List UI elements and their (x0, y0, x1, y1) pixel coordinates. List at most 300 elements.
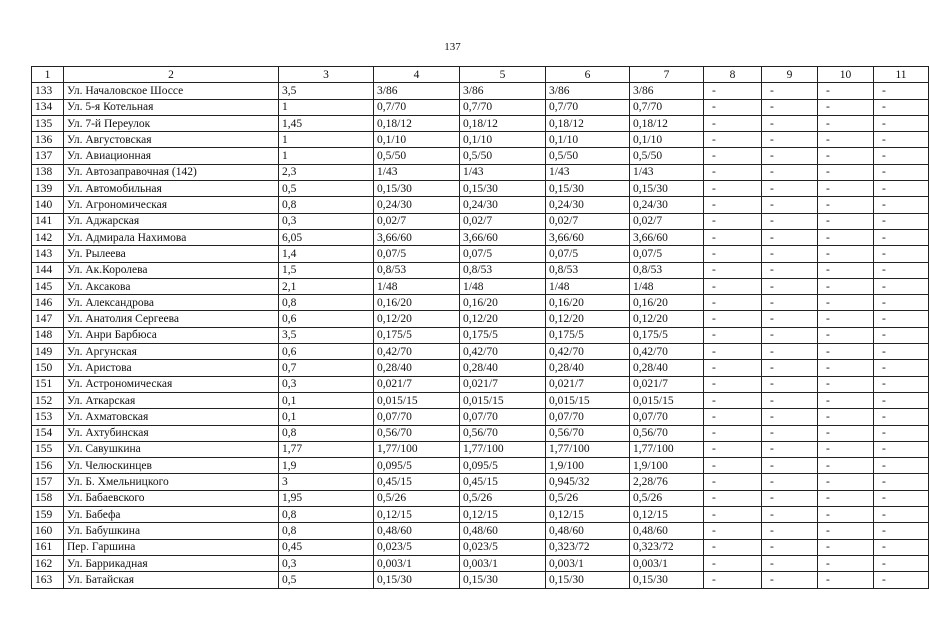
col9-cell: - (762, 539, 818, 555)
col9-cell: - (762, 555, 818, 571)
col6-cell: 3/86 (546, 83, 630, 99)
col4-cell: 1,77/100 (374, 441, 460, 457)
table-row (32, 197, 929, 213)
length-cell: 0,3 (279, 376, 374, 392)
col10-cell: - (818, 83, 874, 99)
col5-cell: 0,28/40 (460, 360, 546, 376)
col7-cell: 0,323/72 (630, 539, 704, 555)
col4-cell: 0,7/70 (374, 99, 460, 115)
row-number-cell: 149 (32, 344, 64, 360)
header-row (32, 67, 929, 83)
col8-cell: - (704, 555, 762, 571)
row-number-cell: 161 (32, 539, 64, 555)
col5-cell: 0,5/26 (460, 490, 546, 506)
col6-cell: 0,003/1 (546, 555, 630, 571)
col10-cell: - (818, 246, 874, 262)
street-name-cell: Ул. Августовская (64, 132, 279, 148)
col9-cell: - (762, 572, 818, 588)
street-name-cell: Ул. Аргунская (64, 344, 279, 360)
street-name-cell: Ул. Челюскинцев (64, 458, 279, 474)
col5-cell: 0,56/70 (460, 425, 546, 441)
col11-cell: - (874, 278, 929, 294)
table-row (32, 376, 929, 392)
length-cell: 1,9 (279, 458, 374, 474)
col11-cell: - (874, 572, 929, 588)
col5-cell: 0,45/15 (460, 474, 546, 490)
col4-cell: 0,021/7 (374, 376, 460, 392)
row-number-cell: 136 (32, 132, 64, 148)
col7-cell: 0,015/15 (630, 392, 704, 408)
col4-cell: 0,24/30 (374, 197, 460, 213)
column-header: 4 (374, 67, 460, 83)
col9-cell: - (762, 132, 818, 148)
col11-cell: - (874, 441, 929, 457)
col10-cell: - (818, 278, 874, 294)
column-header: 10 (818, 67, 874, 83)
table-row (32, 148, 929, 164)
col6-cell: 0,12/20 (546, 311, 630, 327)
col10-cell: - (818, 474, 874, 490)
table-row (32, 295, 929, 311)
col10-cell: - (818, 490, 874, 506)
table-row (32, 327, 929, 343)
length-cell: 2,1 (279, 278, 374, 294)
col4-cell: 0,16/20 (374, 295, 460, 311)
length-cell: 0,1 (279, 392, 374, 408)
col10-cell: - (818, 539, 874, 555)
row-number-cell: 135 (32, 115, 64, 131)
col8-cell: - (704, 523, 762, 539)
table-row (32, 572, 929, 588)
length-cell: 0,6 (279, 344, 374, 360)
street-name-cell: Ул. Авиационная (64, 148, 279, 164)
row-number-cell: 141 (32, 213, 64, 229)
street-name-cell: Ул. Автомобильная (64, 181, 279, 197)
row-number-cell: 148 (32, 327, 64, 343)
row-number-cell: 137 (32, 148, 64, 164)
col11-cell: - (874, 311, 929, 327)
length-cell: 1 (279, 148, 374, 164)
col8-cell: - (704, 327, 762, 343)
row-number-cell: 156 (32, 458, 64, 474)
col4-cell: 1/43 (374, 164, 460, 180)
col10-cell: - (818, 213, 874, 229)
row-number-cell: 150 (32, 360, 64, 376)
col5-cell: 0,02/7 (460, 213, 546, 229)
col8-cell: - (704, 213, 762, 229)
row-number-cell: 144 (32, 262, 64, 278)
col8-cell: - (704, 507, 762, 523)
col5-cell: 0,5/50 (460, 148, 546, 164)
col9-cell: - (762, 99, 818, 115)
col5-cell: 0,175/5 (460, 327, 546, 343)
col7-cell: 0,7/70 (630, 99, 704, 115)
col11-cell: - (874, 523, 929, 539)
col11-cell: - (874, 425, 929, 441)
length-cell: 0,8 (279, 507, 374, 523)
row-number-cell: 140 (32, 197, 64, 213)
length-cell: 0,1 (279, 409, 374, 425)
col5-cell: 0,24/30 (460, 197, 546, 213)
table-row (32, 539, 929, 555)
col5-cell: 0,12/15 (460, 507, 546, 523)
col7-cell: 0,5/50 (630, 148, 704, 164)
row-number-cell: 145 (32, 278, 64, 294)
col7-cell: 0,16/20 (630, 295, 704, 311)
length-cell: 1 (279, 99, 374, 115)
col7-cell: 1/48 (630, 278, 704, 294)
col4-cell: 0,023/5 (374, 539, 460, 555)
street-name-cell: Ул. Бабушкина (64, 523, 279, 539)
street-name-cell: Ул. 7-й Переулок (64, 115, 279, 131)
col10-cell: - (818, 409, 874, 425)
col5-cell: 0,15/30 (460, 181, 546, 197)
table-row (32, 555, 929, 571)
col9-cell: - (762, 262, 818, 278)
col6-cell: 0,16/20 (546, 295, 630, 311)
col4-cell: 0,15/30 (374, 572, 460, 588)
street-name-cell: Ул. Баррикадная (64, 555, 279, 571)
street-name-cell: Ул. Аджарская (64, 213, 279, 229)
col7-cell: 0,15/30 (630, 572, 704, 588)
col7-cell: 0,48/60 (630, 523, 704, 539)
col10-cell: - (818, 327, 874, 343)
col11-cell: - (874, 474, 929, 490)
street-name-cell: Пер. Гаршина (64, 539, 279, 555)
street-name-cell: Ул. Бабефа (64, 507, 279, 523)
street-name-cell: Ул. Анатолия Сергеева (64, 311, 279, 327)
col11-cell: - (874, 99, 929, 115)
col8-cell: - (704, 148, 762, 164)
table-row (32, 164, 929, 180)
col9-cell: - (762, 507, 818, 523)
col5-cell: 0,003/1 (460, 555, 546, 571)
col11-cell: - (874, 115, 929, 131)
col9-cell: - (762, 229, 818, 245)
col7-cell: 0,07/5 (630, 246, 704, 262)
col11-cell: - (874, 164, 929, 180)
col8-cell: - (704, 181, 762, 197)
col8-cell: - (704, 229, 762, 245)
col11-cell: - (874, 295, 929, 311)
col8-cell: - (704, 441, 762, 457)
col8-cell: - (704, 458, 762, 474)
column-header: 11 (874, 67, 929, 83)
street-name-cell: Ул. Аткарская (64, 392, 279, 408)
col10-cell: - (818, 572, 874, 588)
col8-cell: - (704, 409, 762, 425)
col6-cell: 1/48 (546, 278, 630, 294)
col5-cell: 0,8/53 (460, 262, 546, 278)
col7-cell: 0,5/26 (630, 490, 704, 506)
table-row (32, 213, 929, 229)
col6-cell: 3,66/60 (546, 229, 630, 245)
col8-cell: - (704, 115, 762, 131)
row-number-cell: 153 (32, 409, 64, 425)
col5-cell: 0,16/20 (460, 295, 546, 311)
length-cell: 0,3 (279, 555, 374, 571)
col10-cell: - (818, 99, 874, 115)
table-row (32, 507, 929, 523)
col9-cell: - (762, 490, 818, 506)
row-number-cell: 134 (32, 99, 64, 115)
col11-cell: - (874, 132, 929, 148)
column-header: 2 (64, 67, 279, 83)
col6-cell: 0,5/26 (546, 490, 630, 506)
col8-cell: - (704, 262, 762, 278)
column-header: 1 (32, 67, 64, 83)
page-number: 137 (444, 41, 461, 53)
col6-cell: 1,9/100 (546, 458, 630, 474)
col8-cell: - (704, 539, 762, 555)
length-cell: 0,8 (279, 425, 374, 441)
table-row (32, 115, 929, 131)
col8-cell: - (704, 474, 762, 490)
col5-cell: 0,18/12 (460, 115, 546, 131)
table-row (32, 490, 929, 506)
col7-cell: 0,12/20 (630, 311, 704, 327)
col5-cell: 0,42/70 (460, 344, 546, 360)
row-number-cell: 146 (32, 295, 64, 311)
col5-cell: 1/48 (460, 278, 546, 294)
col5-cell: 3/86 (460, 83, 546, 99)
col9-cell: - (762, 278, 818, 294)
col7-cell: 0,18/12 (630, 115, 704, 131)
col11-cell: - (874, 490, 929, 506)
row-number-cell: 158 (32, 490, 64, 506)
table-row (32, 229, 929, 245)
col9-cell: - (762, 425, 818, 441)
street-name-cell: Ул. Агрономическая (64, 197, 279, 213)
col9-cell: - (762, 197, 818, 213)
length-cell: 0,7 (279, 360, 374, 376)
col10-cell: - (818, 376, 874, 392)
col4-cell: 0,07/70 (374, 409, 460, 425)
length-cell: 1,5 (279, 262, 374, 278)
col7-cell: 0,28/40 (630, 360, 704, 376)
col4-cell: 0,28/40 (374, 360, 460, 376)
street-name-cell: Ул. Аристова (64, 360, 279, 376)
length-cell: 1 (279, 132, 374, 148)
col7-cell: 0,021/7 (630, 376, 704, 392)
col6-cell: 0,5/50 (546, 148, 630, 164)
row-number-cell: 143 (32, 246, 64, 262)
col9-cell: - (762, 327, 818, 343)
col8-cell: - (704, 311, 762, 327)
col4-cell: 0,42/70 (374, 344, 460, 360)
col4-cell: 3,66/60 (374, 229, 460, 245)
col9-cell: - (762, 213, 818, 229)
col4-cell: 0,8/53 (374, 262, 460, 278)
col7-cell: 1,9/100 (630, 458, 704, 474)
col11-cell: - (874, 344, 929, 360)
col4-cell: 0,12/15 (374, 507, 460, 523)
col11-cell: - (874, 458, 929, 474)
col10-cell: - (818, 164, 874, 180)
col6-cell: 0,28/40 (546, 360, 630, 376)
col10-cell: - (818, 392, 874, 408)
col9-cell: - (762, 115, 818, 131)
col6-cell: 1,77/100 (546, 441, 630, 457)
col8-cell: - (704, 572, 762, 588)
row-number-cell: 133 (32, 83, 64, 99)
row-number-cell: 163 (32, 572, 64, 588)
col11-cell: - (874, 327, 929, 343)
street-name-cell: Ул. Адмирала Нахимова (64, 229, 279, 245)
table-row (32, 278, 929, 294)
col6-cell: 0,1/10 (546, 132, 630, 148)
col8-cell: - (704, 278, 762, 294)
length-cell: 0,45 (279, 539, 374, 555)
length-cell: 1,95 (279, 490, 374, 506)
column-header: 9 (762, 67, 818, 83)
col4-cell: 0,56/70 (374, 425, 460, 441)
col10-cell: - (818, 441, 874, 457)
length-cell: 3,5 (279, 327, 374, 343)
col8-cell: - (704, 376, 762, 392)
col6-cell: 0,07/70 (546, 409, 630, 425)
col10-cell: - (818, 523, 874, 539)
col4-cell: 0,003/1 (374, 555, 460, 571)
col10-cell: - (818, 197, 874, 213)
col7-cell: 0,15/30 (630, 181, 704, 197)
col4-cell: 1/48 (374, 278, 460, 294)
table-row (32, 246, 929, 262)
col7-cell: 0,8/53 (630, 262, 704, 278)
table-row (32, 523, 929, 539)
col9-cell: - (762, 474, 818, 490)
col7-cell: 0,1/10 (630, 132, 704, 148)
col8-cell: - (704, 360, 762, 376)
col4-cell: 0,07/5 (374, 246, 460, 262)
col6-cell: 0,12/15 (546, 507, 630, 523)
col6-cell: 0,15/30 (546, 572, 630, 588)
column-header: 3 (279, 67, 374, 83)
table-row (32, 181, 929, 197)
col10-cell: - (818, 295, 874, 311)
col6-cell: 0,323/72 (546, 539, 630, 555)
row-number-cell: 157 (32, 474, 64, 490)
col10-cell: - (818, 555, 874, 571)
table-row (32, 409, 929, 425)
column-header: 7 (630, 67, 704, 83)
col4-cell: 0,45/15 (374, 474, 460, 490)
col5-cell: 0,095/5 (460, 458, 546, 474)
col8-cell: - (704, 132, 762, 148)
col11-cell: - (874, 229, 929, 245)
col9-cell: - (762, 376, 818, 392)
col4-cell: 0,5/26 (374, 490, 460, 506)
col9-cell: - (762, 360, 818, 376)
street-name-cell: Ул. Началовское Шоссе (64, 83, 279, 99)
col5-cell: 0,07/5 (460, 246, 546, 262)
col6-cell: 0,175/5 (546, 327, 630, 343)
street-name-cell: Ул. Савушкина (64, 441, 279, 457)
table-body (32, 83, 929, 588)
row-number-cell: 138 (32, 164, 64, 180)
col6-cell: 0,8/53 (546, 262, 630, 278)
col9-cell: - (762, 246, 818, 262)
col9-cell: - (762, 344, 818, 360)
street-name-cell: Ул. Ахтубинская (64, 425, 279, 441)
length-cell: 1,45 (279, 115, 374, 131)
col11-cell: - (874, 507, 929, 523)
col4-cell: 0,5/50 (374, 148, 460, 164)
col6-cell: 0,015/15 (546, 392, 630, 408)
col4-cell: 0,175/5 (374, 327, 460, 343)
length-cell: 0,6 (279, 311, 374, 327)
row-number-cell: 155 (32, 441, 64, 457)
table-row (32, 344, 929, 360)
table-row (32, 83, 929, 99)
table-row (32, 132, 929, 148)
col4-cell: 0,12/20 (374, 311, 460, 327)
col11-cell: - (874, 181, 929, 197)
col8-cell: - (704, 246, 762, 262)
table-row (32, 360, 929, 376)
row-number-cell: 147 (32, 311, 64, 327)
col7-cell: 0,12/15 (630, 507, 704, 523)
row-number-cell: 162 (32, 555, 64, 571)
col6-cell: 0,24/30 (546, 197, 630, 213)
col7-cell: 3,66/60 (630, 229, 704, 245)
col4-cell: 0,015/15 (374, 392, 460, 408)
col11-cell: - (874, 376, 929, 392)
table-row (32, 458, 929, 474)
col8-cell: - (704, 392, 762, 408)
col5-cell: 0,15/30 (460, 572, 546, 588)
col10-cell: - (818, 311, 874, 327)
col7-cell: 3/86 (630, 83, 704, 99)
street-name-cell: Ул. Автозаправочная (142) (64, 164, 279, 180)
col9-cell: - (762, 523, 818, 539)
row-number-cell: 139 (32, 181, 64, 197)
col9-cell: - (762, 441, 818, 457)
table-row (32, 311, 929, 327)
table-row (32, 392, 929, 408)
col8-cell: - (704, 164, 762, 180)
street-name-cell: Ул. 5-я Котельная (64, 99, 279, 115)
street-name-cell: Ул. Батайская (64, 572, 279, 588)
col6-cell: 0,945/32 (546, 474, 630, 490)
col6-cell: 0,56/70 (546, 425, 630, 441)
col6-cell: 0,48/60 (546, 523, 630, 539)
col11-cell: - (874, 539, 929, 555)
row-number-cell: 151 (32, 376, 64, 392)
length-cell: 1,77 (279, 441, 374, 457)
col4-cell: 3/86 (374, 83, 460, 99)
col5-cell: 0,023/5 (460, 539, 546, 555)
col6-cell: 0,07/5 (546, 246, 630, 262)
col6-cell: 0,02/7 (546, 213, 630, 229)
col11-cell: - (874, 555, 929, 571)
length-cell: 2,3 (279, 164, 374, 180)
col10-cell: - (818, 115, 874, 131)
length-cell: 0,5 (279, 572, 374, 588)
col8-cell: - (704, 83, 762, 99)
col10-cell: - (818, 344, 874, 360)
length-cell: 3 (279, 474, 374, 490)
col5-cell: 1/43 (460, 164, 546, 180)
col7-cell: 0,175/5 (630, 327, 704, 343)
length-cell: 3,5 (279, 83, 374, 99)
column-header: 8 (704, 67, 762, 83)
col7-cell: 1,77/100 (630, 441, 704, 457)
col10-cell: - (818, 425, 874, 441)
street-name-cell: Ул. Анри Барбюса (64, 327, 279, 343)
length-cell: 0,8 (279, 523, 374, 539)
table-row (32, 441, 929, 457)
